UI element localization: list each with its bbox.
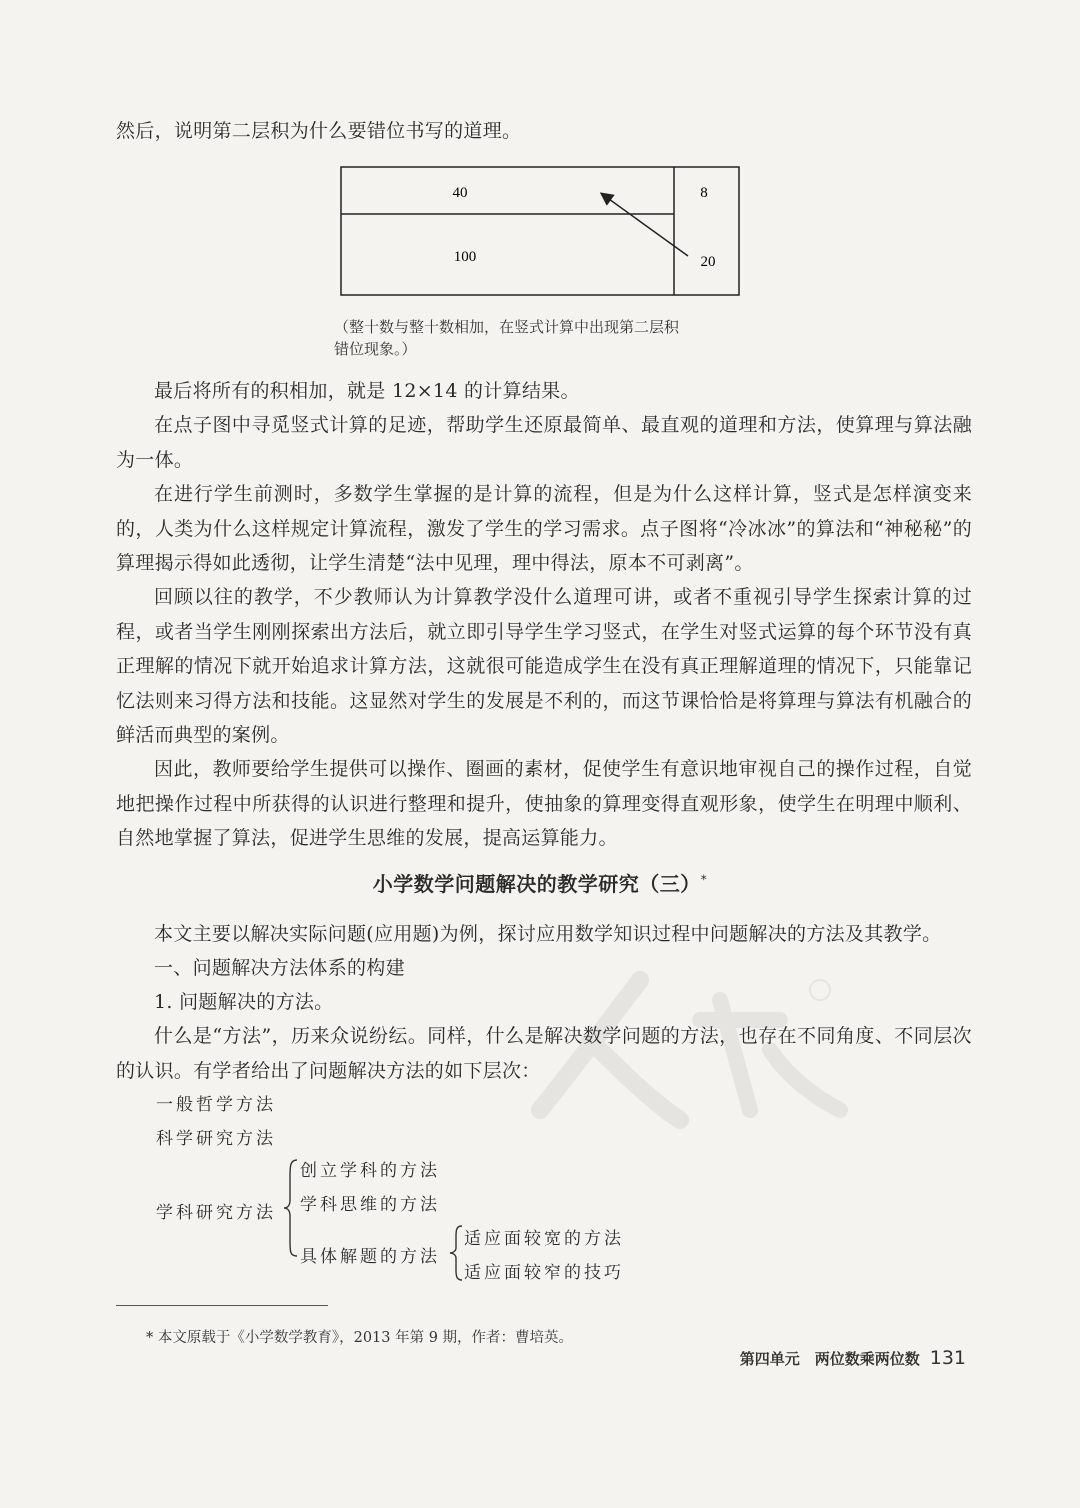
diagram-caption (334, 316, 764, 360)
paragraph-2: 在点子图中寻觅竖式计算的足迹，帮助学生还原最简单、最直观的道理和方法，使算理与算法融为一体。 (116, 414, 972, 471)
diagram-outer-box (341, 167, 739, 295)
cell-top-left: 40 (452, 185, 468, 201)
running-footer (740, 1347, 966, 1369)
cell-bottom-right: 20 (700, 254, 716, 270)
hierarchy-level1-a: 一般哲学方法 (156, 1095, 276, 1115)
cell-top-right: 8 (700, 185, 708, 201)
section-title-text: 小学数学问题解决的教学研究（三） (372, 872, 701, 896)
cell-bottom-left: 100 (453, 249, 477, 265)
paragraph-1: 最后将所有的积相加，就是 12×14 的计算结果。 (154, 380, 580, 402)
point-heading: 1. 问题解决的方法。 (154, 991, 334, 1013)
hierarchy-brace-2 (448, 1224, 464, 1282)
hierarchy-level2-b: 学科思维的方法 (300, 1195, 440, 1215)
hierarchy-brace-1 (283, 1158, 299, 1258)
hierarchy-level1-c: 学科研究方法 (156, 1203, 276, 1223)
footnote-rule (116, 1305, 328, 1306)
intro-line: 然后，说明第二层积为什么要错位书写的道理。 (116, 120, 522, 142)
caption-line-2: 错位现象。） (334, 340, 417, 358)
section-title-footnote-mark: * (700, 872, 708, 887)
hierarchy-level2-c: 具体解题的方法 (300, 1247, 440, 1267)
subsection-heading: 一、问题解决方法体系的构建 (154, 957, 405, 979)
hierarchy-level3-a: 适应面较宽的方法 (464, 1229, 624, 1249)
caption-line-1: （整十数与整十数相加，在竖式计算中出现第二层积 (334, 318, 680, 336)
paragraph-4: 回顾以往的教学，不少教师认为计算教学没什么道理可讲，或者不重视引导学生探索计算的过程，或者当学生刚刚探索出方法后，就立即引导学生学习竖式，在学生对竖式运算的每个环节没有真正理解的情况下就开始追求计算方法，这就很可能造成学生在没有真正理解道理的情况下，只能靠记忆法则来习得方法和技能。这显然对学生的发展是不利的，而这节课恰恰是将算理与算法有机融合的鲜活而典型的案例。 (116, 586, 972, 746)
diagram-arrow (602, 194, 688, 256)
page-number: 131 (929, 1347, 966, 1369)
footnote: * 本文原载于《小学数学教育》，2013 年第 9 期，作者：曹培英。 (146, 1330, 574, 1346)
paragraph-5: 因此，教师要给学生提供可以操作、圈画的素材，促使学生有意识地审视自己的操作过程，自觉地把操作过程中所获得的认识进行整理和提升，使抽象的算理变得直观形象，使学生在明理中顺利、自然地掌握了算法，促进学生思维的发展，提高运算能力。 (116, 758, 972, 849)
hierarchy-level3-b: 适应面较窄的技巧 (464, 1263, 624, 1283)
hierarchy-level1-b: 科学研究方法 (156, 1129, 276, 1149)
section-paragraph-2: 什么是“方法”，历来众说纷纭。同样，什么是解决数学问题的方法，也存在不同角度、不同层次的认识。有学者给出了问题解决方法的如下层次： (116, 1025, 972, 1082)
section-title (0, 868, 1080, 897)
footer-unit-title: 第四单元 两位数乘两位数 (739, 1350, 920, 1368)
paragraph-3: 在进行学生前测时，多数学生掌握的是计算的流程，但是为什么这样计算，竖式是怎样演变来的，人类为什么这样规定计算流程，激发了学生的学习需求。点子图将“冷冰冰”的算法和“神秘秘”的算理揭示得如此透彻，让学生清楚“法中见理，理中得法，原本不可剥离”。 (116, 483, 972, 574)
section-paragraph-1: 本文主要以解决实际问题(应用题)为例，探讨应用数学知识过程中问题解决的方法及其教学。 (154, 923, 942, 945)
area-model-diagram (340, 166, 740, 296)
hierarchy-level2-a: 创立学科的方法 (300, 1161, 440, 1181)
